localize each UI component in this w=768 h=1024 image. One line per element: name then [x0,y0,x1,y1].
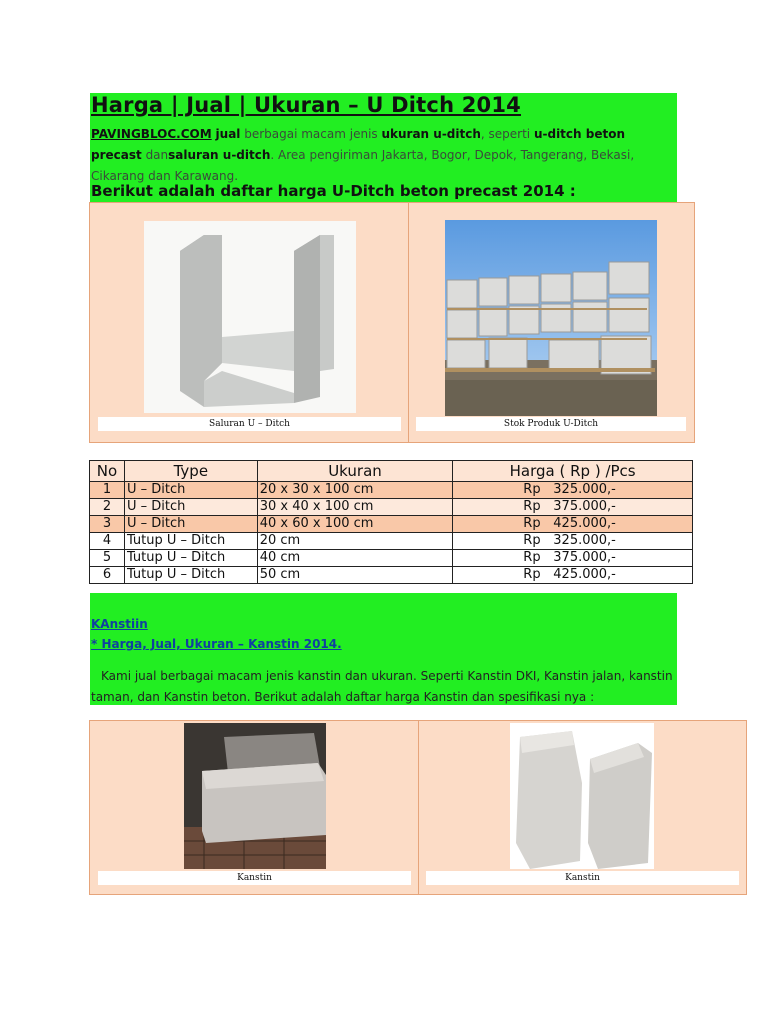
row-rp: Rp [523,567,541,582]
row-rp: Rp [523,533,541,548]
row-harga [453,482,693,499]
image-caption: Saluran U – Ditch [98,417,401,431]
row-price: 425.000,- [553,567,616,582]
kanstin-title-link[interactable]: KAnstiin [91,617,148,631]
row-no: 3 [90,516,125,533]
row-price: 375.000,- [553,550,616,565]
page-title: Harga | Jual | Ukuran – U Ditch 2014 [91,93,521,117]
row-rp: Rp [523,499,541,514]
table-header-row [90,461,693,482]
row-type: Tutup U – Ditch [124,567,257,584]
table-row [90,550,693,567]
intro-text-2: , seperti [480,127,534,141]
intro-ukuran: ukuran u-ditch [381,127,481,141]
row-price: 425.000,- [553,516,616,531]
kanstin-photo-icon [510,723,654,869]
section-subtitle: Berikut adalah daftar harga U-Ditch beton precast 2014 : [91,182,576,200]
intro-text-1: berbagai macam jenis [240,127,382,141]
intro-text-3: . Area pengiriman Jakarta, Bogor, Depok, Tangerang, Bekasi, Cikarang dan Karawang. [91,148,635,183]
row-price: 325.000,- [553,482,616,497]
row-harga [453,499,693,516]
brand-link[interactable]: PAVINGBLOC.COM [91,127,212,141]
column-header: Type [124,461,257,482]
column-header: Harga ( Rp ) /Pcs [453,461,693,482]
intro-u-ditch-beton: u-ditch beton precast [91,127,626,162]
row-ukuran: 50 cm [257,567,453,584]
row-no: 4 [90,533,125,550]
table-row [90,482,693,499]
row-type: U – Ditch [124,516,257,533]
row-type: Tutup U – Ditch [124,533,257,550]
kanstin-photo-icon [184,723,326,869]
row-ukuran: 30 x 40 x 100 cm [257,499,453,516]
row-harga [453,567,693,584]
intro-saluran: saluran u-ditch [168,148,271,162]
table-row [90,499,693,516]
kanstin-image-table [89,720,747,895]
kanstin-subtitle-link[interactable]: * Harga, Jual, Ukuran – Kanstin 2014. [91,637,342,651]
u-ditch-image-table [89,202,695,443]
row-type: U – Ditch [124,499,257,516]
table-row [90,516,693,533]
column-header: No [90,461,125,482]
intro-dan: dan [141,148,169,162]
row-rp: Rp [523,482,541,497]
image-caption: Kanstin [426,871,739,885]
row-price: 325.000,- [553,533,616,548]
row-rp: Rp [523,550,541,565]
image-caption: Kanstin [98,871,411,885]
row-rp: Rp [523,516,541,531]
u-ditch-stock-photo-icon [445,220,657,416]
row-type: U – Ditch [124,482,257,499]
row-harga [453,550,693,567]
intro-jual: jual [215,127,241,141]
row-no: 2 [90,499,125,516]
table-row [90,533,693,550]
row-no: 6 [90,567,125,584]
kanstin-description: Kami jual berbagai macam jenis kanstin dan ukuran. Seperti Kanstin DKI, Kanstin jalan, kanstin taman, dan Kanstin beton. Berikut adalah daftar harga Kanstin dan spesifikasi nya : [91,669,673,704]
row-ukuran: 20 x 30 x 100 cm [257,482,453,499]
row-ukuran: 40 cm [257,550,453,567]
row-harga [453,516,693,533]
row-harga [453,533,693,550]
row-no: 5 [90,550,125,567]
kanstin-heading [91,614,342,654]
row-no: 1 [90,482,125,499]
price-table [89,460,693,584]
row-ukuran: 20 cm [257,533,453,550]
row-price: 375.000,- [553,499,616,514]
intro-paragraph [91,124,676,187]
image-caption: Stok Produk U-Ditch [416,417,686,431]
row-ukuran: 40 x 60 x 100 cm [257,516,453,533]
table-row [90,567,693,584]
column-header: Ukuran [257,461,453,482]
row-type: Tutup U – Ditch [124,550,257,567]
u-ditch-photo-icon [144,221,356,413]
